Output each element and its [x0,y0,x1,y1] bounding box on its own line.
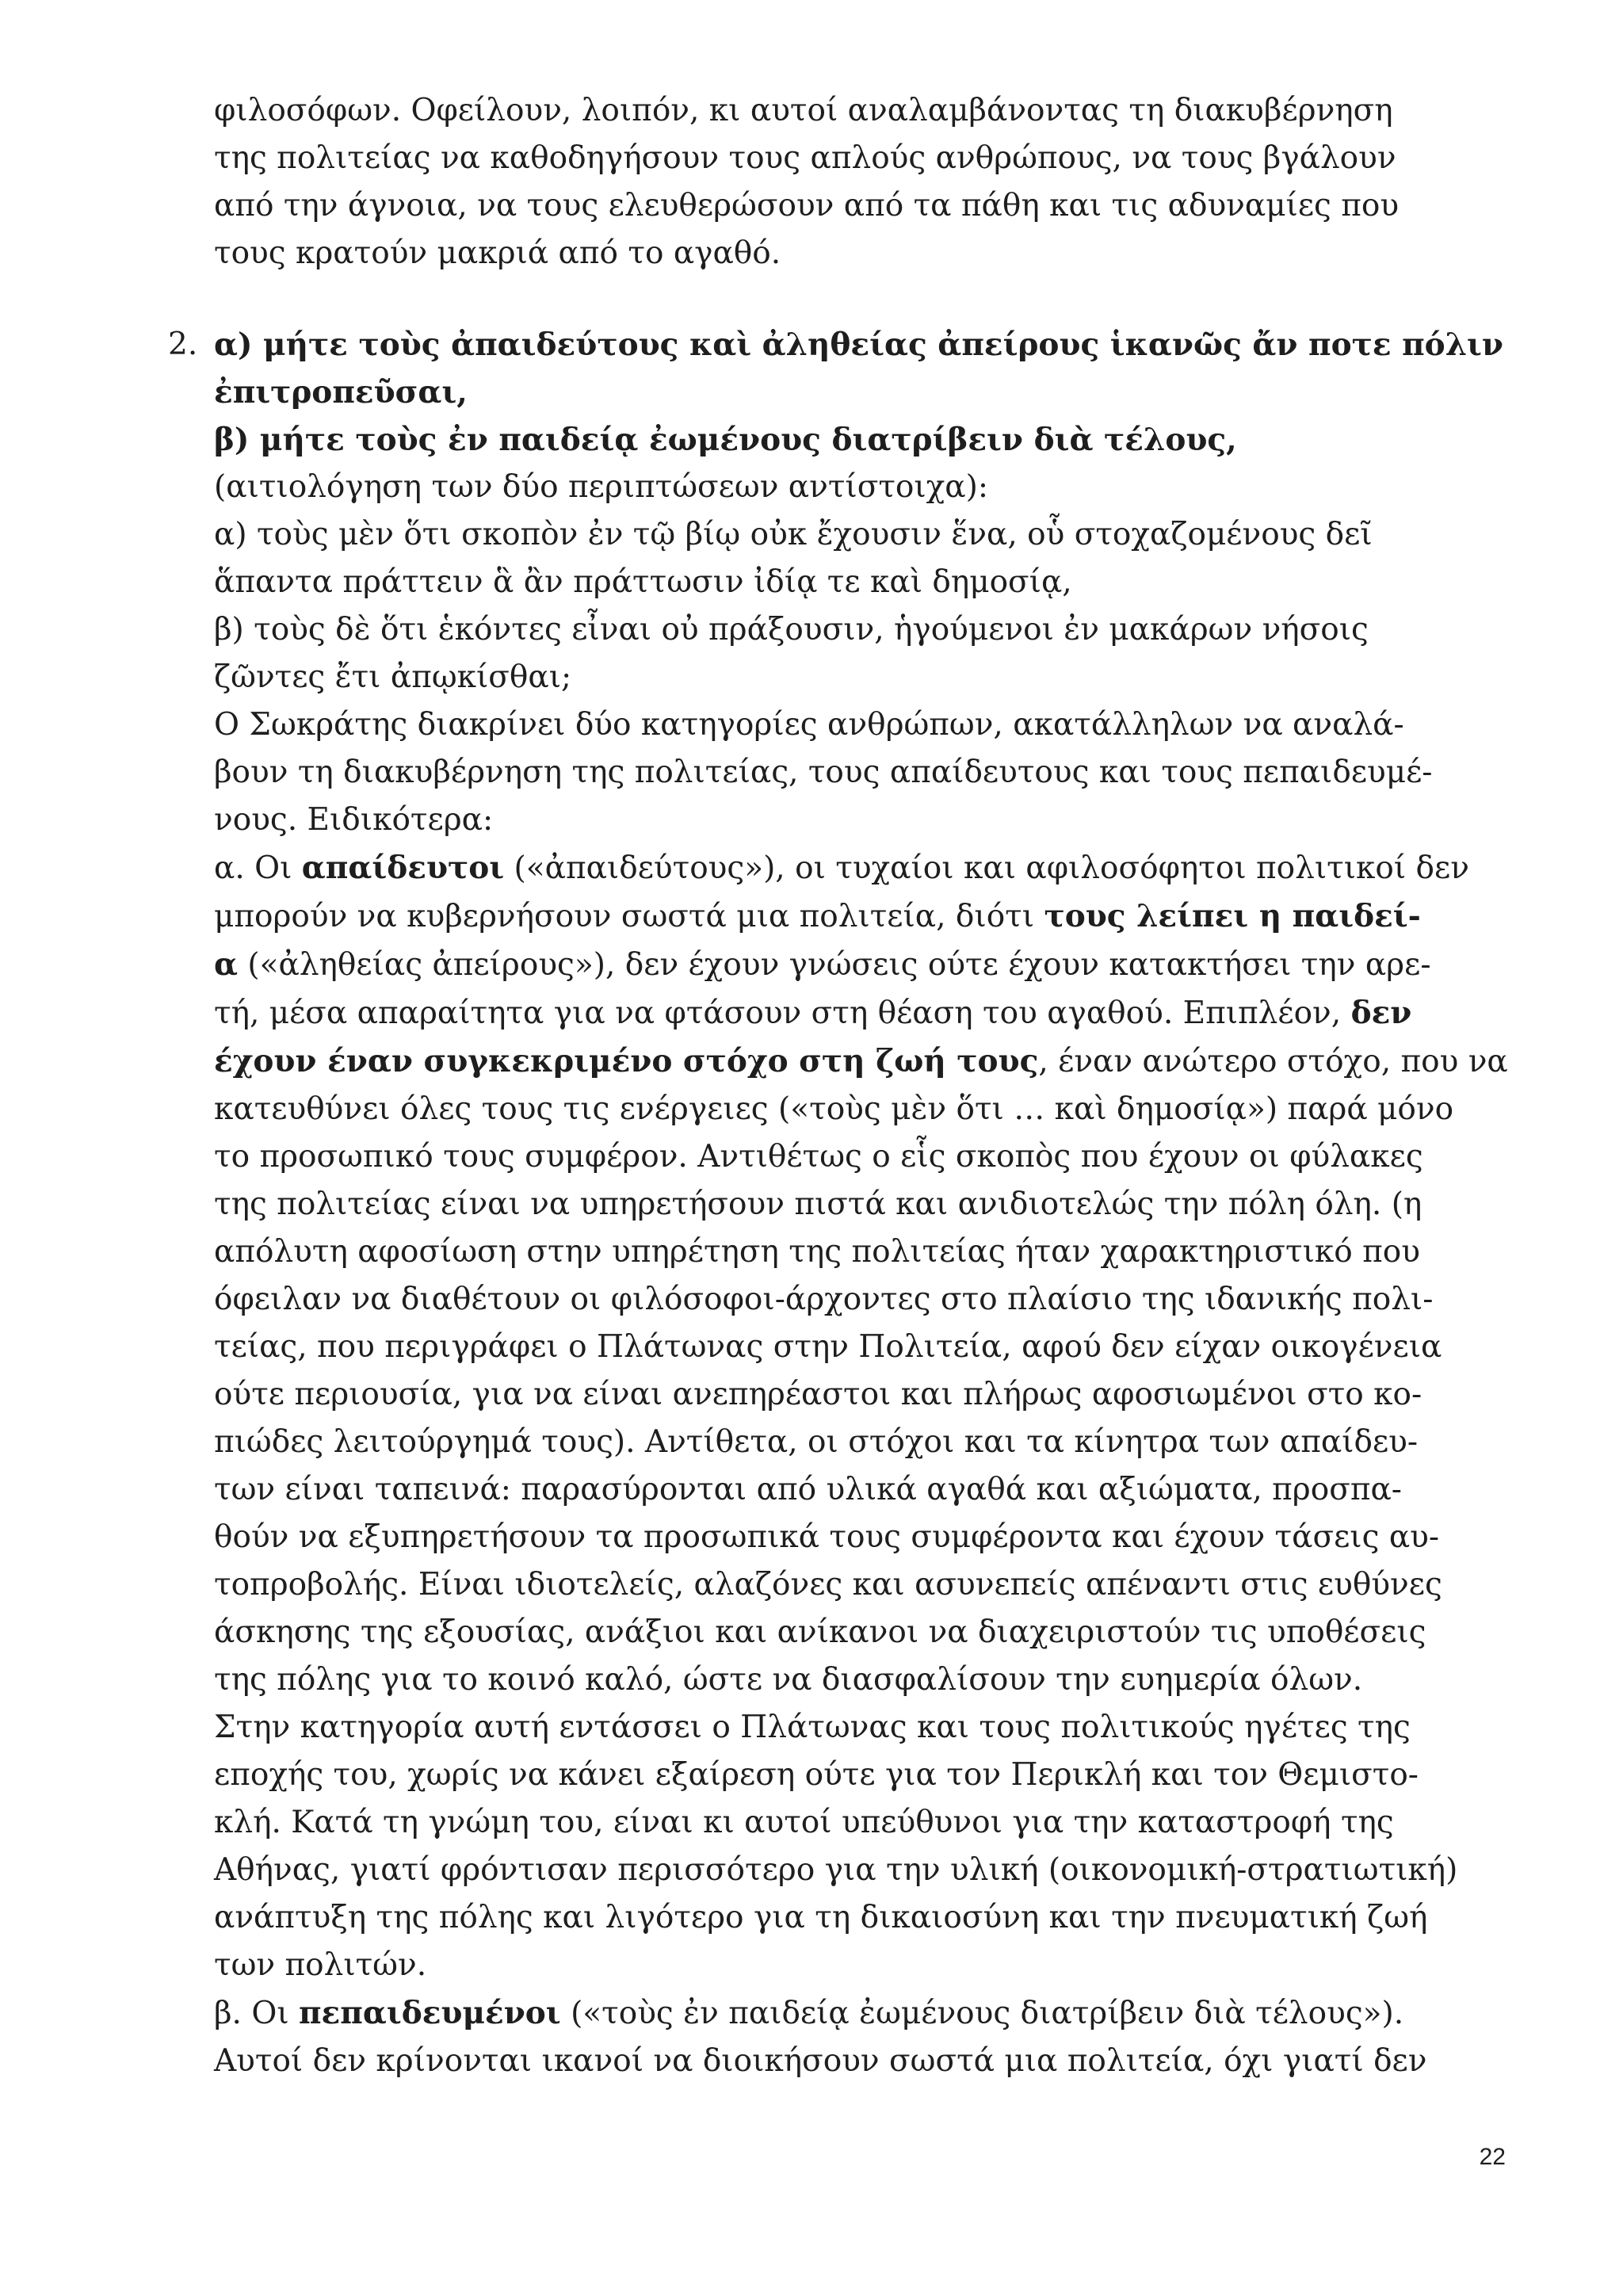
body-line: τοπροβολής. Είναι ιδιοτελείς, αλαζόνες και ασυνεπείς απέναντι στις ευθύνες [214,1567,1442,1603]
intro-paragraph [214,87,1514,277]
alpha-bold-term: α [214,946,239,983]
body-line: Στην κατηγορία αυτή εντάσσει ο Πλάτωνας και τους πολιτικούς ηγέτες της [214,1710,1411,1745]
intro-line: φιλοσόφων. Οφείλουν, λοιπόν, κι αυτοί αναλαμβάνοντας τη διακυβέρνηση [214,93,1393,128]
alpha-line [214,941,1514,989]
reasoning-line: βουν τη διακυβέρνηση της πολιτείας, τους απαίδευτους και τους πεπαιδευμέ- [214,755,1433,790]
alpha-line [214,989,1514,1037]
body-line: πιώδες λειτούργημά τους). Αντίθετα, οι στόχοι και τα κίνητρα των απαίδευ- [214,1424,1419,1460]
reasoning-line: ζῶντες ἔτι ἀπῳκίσθαι; [214,659,572,695]
reasoning-line: (αιτιολόγηση των δύο περιπτώσεων αντίστοιχα): [214,469,988,505]
alpha-line [214,892,1514,941]
reasoning-line: Ο Σωκράτης διακρίνει δύο κατηγορίες ανθρώπων, ακατάλληλων να αναλά- [214,707,1404,743]
body-line: εποχής του, χωρίς να κάνει εξαίρεση ούτε για τον Περικλή και τον Θεμιστο- [214,1757,1419,1793]
alpha-text: («ἀπαιδεύτους»), οι τυχαίοι και αφιλοσόφητοι πολιτικοί δεν [504,850,1469,886]
body-line: όφειλαν να διαθέτουν οι φιλόσοφοι-άρχοντες στο πλαίσιο της ιδανικής πολι- [214,1282,1434,1317]
beta-line [214,1989,1514,2038]
body-line: της πολιτείας είναι να υπηρετήσουν πιστά και ανιδιοτελώς την πόλη όλη. (η [214,1186,1423,1222]
alpha-text: α. Οι [214,850,302,886]
alpha-line [214,1037,1514,1086]
alpha-text: τή, μέσα απαραίτητα για να φτάσουν στη θέαση του αγαθού. Επιπλέον, [214,995,1351,1031]
body-line: τείας, που περιγράφει ο Πλάτωνας στην Πολιτεία, αφού δεν είχαν οικογένεια [214,1329,1442,1365]
alpha-bold-term: τους λείπει η παιδεί- [1044,898,1421,934]
reasoning-line: ἅπαντα πράττειν ἃ ἂν πράττωσιν ἰδίᾳ τε καὶ δημοσίᾳ, [214,564,1072,600]
section-2 [214,321,1514,2085]
body-line: ούτε περιουσία, για να είναι ανεπηρέαστοι και πλήρως αφοσιωμένοι στο κο- [214,1377,1423,1412]
quote-line: ἐπιτροπεῦσαι, [214,374,468,411]
body-line: κλή. Κατά τη γνώμη του, είναι κι αυτοί υπεύθυνοι για την καταστροφή της [214,1805,1394,1840]
item-number: 2. [168,327,198,362]
reasoning-line: νους. Ειδικότερα: [214,802,494,838]
beta-bold-term: πεπαιδευμένοι [299,1995,561,2031]
quote-line: α) μήτε τοὺς ἀπαιδεύτους καὶ ἀληθείας ἀπείρους ἱκανῶς ἄν ποτε πόλιν [214,327,1503,363]
body-line: άσκησης της εξουσίας, ανάξιοι και ανίκανοι να διαχειριστούν τις υποθέσεις [214,1614,1426,1650]
body-line: των είναι ταπεινά: παρασύρονται από υλικά αγαθά και αξιώματα, προσπα- [214,1472,1402,1507]
beta-line: Αυτοί δεν κρίνονται ικανοί να διοικήσουν σωστά μια πολιτεία, όχι γιατί δεν [214,2043,1427,2079]
reasoning-line: α) τοὺς μὲν ὅτι σκοπὸν ἐν τῷ βίῳ οὐκ ἔχουσιν ἕνα, οὗ στοχαζομένους δεῖ [214,517,1373,552]
body-line: της πόλης για το κοινό καλό, ώστε να διασφαλίσουν την ευημερία όλων. [214,1662,1363,1698]
reasoning-line: β) τοὺς δὲ ὅτι ἑκόντες εἶναι οὐ πράξουσιν, ἡγούμενοι ἐν μακάρων νήσοις [214,612,1369,648]
beta-text: («τοὺς ἐν παιδείᾳ ἐωμένους διατρίβειν διὰ τέλους»). [560,1996,1404,2031]
beta-text: β. Οι [214,1996,300,2031]
page-number: 22 [1479,2144,1506,2170]
alpha-bold-term: δεν [1350,995,1412,1031]
intro-line: από την άγνοια, να τους ελευθερώσουν από τα πάθη και τις αδυναμίες που [214,188,1400,223]
body-line: θούν να εξυπηρετήσουν τα προσωπικά τους συμφέροντα και έχουν τάσεις αυ- [214,1519,1440,1555]
body-line: το προσωπικό τους συμφέρον. Αντιθέτως ο εἷς σκοπὸς που έχουν οι φύλακες [214,1139,1423,1175]
body-line: των πολιτών. [214,1947,427,1983]
alpha-text: («ἀληθείας ἀπείρους»), δεν έχουν γνώσεις ούτε έχουν κατακτήσει την αρε- [238,947,1431,983]
body-line: Αθήνας, γιατί φρόντισαν περισσότερο για την υλική (οικονομική-στρατιωτική) [214,1852,1458,1888]
alpha-line [214,844,1514,892]
intro-line: τους κρατούν μακριά από το αγαθό. [214,235,781,271]
body-line: ανάπτυξη της πόλης και λιγότερο για τη δικαιοσύνη και την πνευματική ζωή [214,1900,1428,1935]
body-line: κατευθύνει όλες τους τις ενέργειες («τοὺς μὲν ὅτι … καὶ δημοσίᾳ») παρά μόνο [214,1091,1454,1127]
intro-line: της πολιτείας να καθοδηγήσουν τους απλούς ανθρώπους, να τους βγάλουν [214,140,1396,176]
alpha-bold-term: απαίδευτοι [301,850,505,886]
body-line: απόλυτη αφοσίωση στην υπηρέτηση της πολιτείας ήταν χαρακτηριστικό που [214,1234,1420,1270]
quote-line: β) μήτε τοὺς ἐν παιδείᾳ ἐωμένους διατρίβειν διὰ τέλους, [214,422,1237,458]
alpha-text: , έναν ανώτερο στόχο, που να [1038,1044,1508,1079]
alpha-text: μπορούν να κυβερνήσουν σωστά μια πολιτεία, διότι [214,899,1044,934]
alpha-bold-term: έχουν έναν συγκεκριμένο στόχο στη ζωή τους [214,1043,1039,1079]
